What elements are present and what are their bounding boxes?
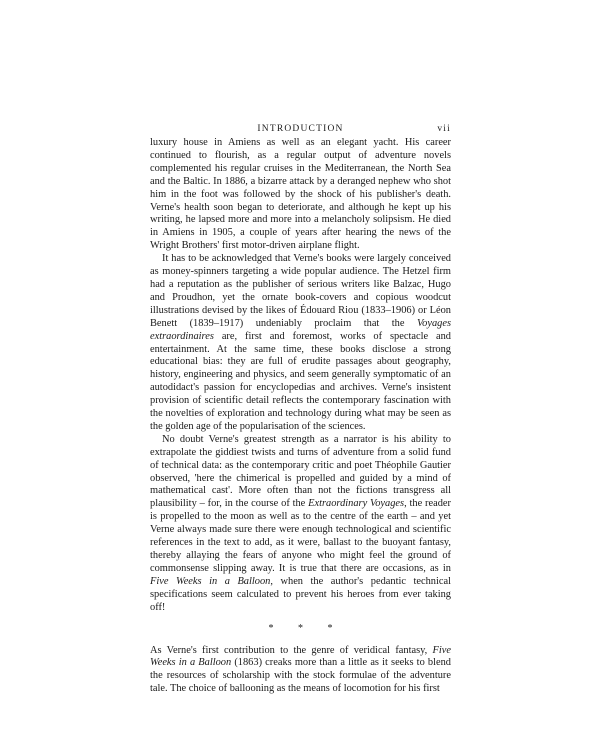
body-text xyxy=(150,137,451,696)
paragraph-4 xyxy=(150,645,451,697)
paragraph-4-text-a: As Verne's first contribution to the genre of veridical fantasy, xyxy=(150,644,433,656)
paragraph-3-text-c: , when the author's pedantic technical specifications seem calculated to prevent his heroes from ever taking off! xyxy=(150,575,451,613)
paragraph-4-text-b: (1863) creaks more than a little as it seeks to blend the resources of scholarship with the stock formulae of the adventure tale. The choice of ballooning as the means of locomotion for his first xyxy=(150,657,451,695)
section-separator: * * * xyxy=(268,622,333,634)
paragraph-1-text: luxury house in Amiens as well as an elegant yacht. His career continued to flourish, as a regular output of adventure novels complemented his regular cruises in the Mediterranean, the North Sea and the Baltic. In 1886, a bizarre attack by a deranged nephew who shot him in the foot was followed by the shock of his publisher's death. Verne's health soon began to deteriorate, and although he kept up his writing, he lapsed more and more into a melancholy solipsism. He died in Amiens in 1905, a couple of years after hearing the news of the Wright Brothers' first motor-driven airplane flight. xyxy=(150,137,451,252)
page-number: vii xyxy=(437,124,451,134)
italic-title-five-weeks: Five Weeks in a Balloon xyxy=(150,575,271,587)
paragraph-2-text-b: are, first and foremost, works of spectacle and entertainment. At the same time, these books disclose a strong educational bias: they are full of erudite passages about geography, history, engineering and physics, and seem generally symptomatic of an autodidact's passion for encyclopedias and archives. Verne's insistent provision of scientific detail reflects the contemporary fascination with the novelties of exploration and technology during what may be seen as the golden age of the popularisation of the sciences. xyxy=(150,330,451,432)
italic-title-extraordinary-voyages: Extraordinary Voyages xyxy=(308,498,405,510)
paragraph-3-text-a: No doubt Verne's greatest strength as a narrator is his ability to extrapolate the giddiest twists and turns of adventure from a solid fund of technical data: as the contemporary critic and poet Théophile Gautier observed, 'here the chimerical is propelled and guided by a mind of mathematical cast'. More often than not the fictions transgress all plausibility – for, in the course of the xyxy=(150,433,451,510)
italic-title-five-weeks-2: Five Weeks in a Balloon xyxy=(150,644,451,669)
paragraph-2-text-a: It has to be acknowledged that Verne's books were largely conceived as money-spinners targeting a wide popular audience. The Hetzel firm had a reputation as the publisher of serious writers like Balzac, Hugo and Proudhon, yet the ornate book-covers and copious woodcut illustrations devised by the likes of Édouard Riou (1833–1906) or Léon Benett (1839–1917) undeniably proclaim that the xyxy=(150,253,451,329)
paragraph-3 xyxy=(150,434,451,615)
paragraph-1 xyxy=(150,137,451,253)
running-head-title: INTRODUCTION xyxy=(257,124,344,134)
italic-title-voyages-extraordinaires: Voyages extraordinaires xyxy=(150,317,451,342)
paragraph-2 xyxy=(150,253,451,434)
paragraph-3-text-b: , the reader is propelled to the moon as well as to the centre of the earth – and yet Verne always made sure there were enough technological and scientific references in the text to add, as it were, ballast to the buoyant fantasy, thereby allaying the fears of anyone who might feel the ground of commonsense slipping away. It is true that there are occasions, as in xyxy=(150,498,451,574)
